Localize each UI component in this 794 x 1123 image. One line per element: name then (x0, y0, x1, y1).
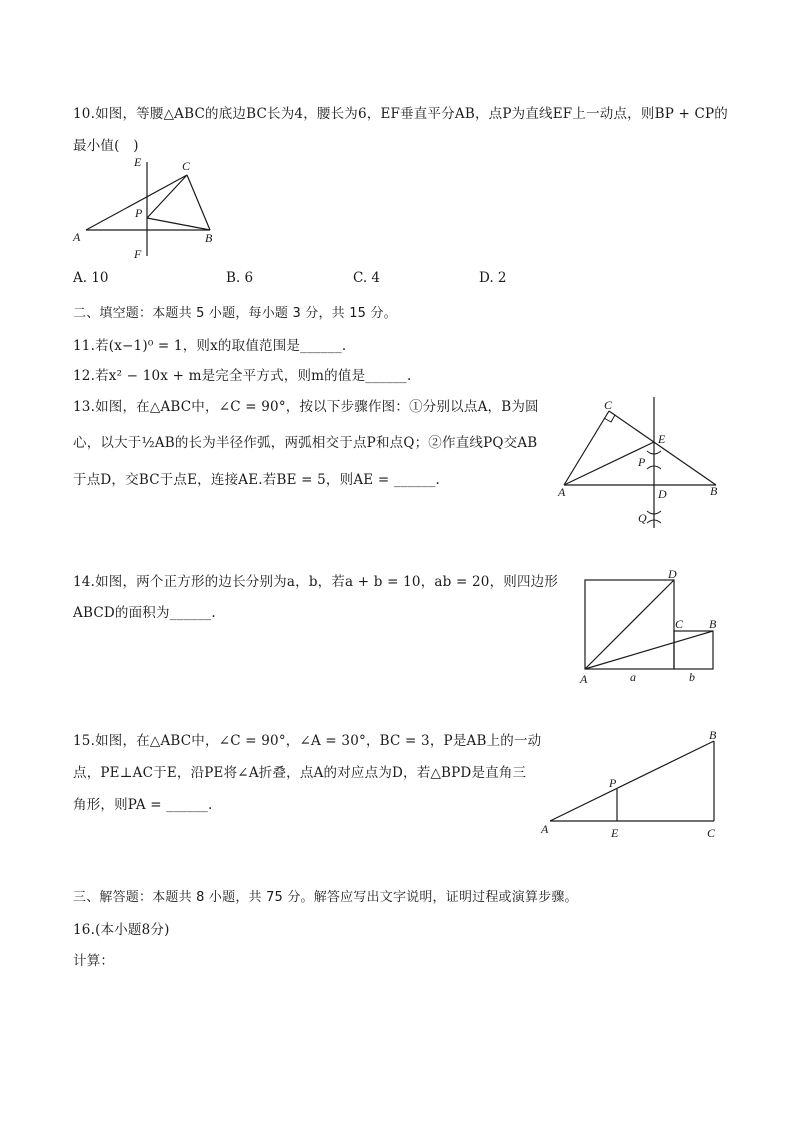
q15-label-B: B (709, 728, 717, 742)
q13-text-line1: 13.如图，在△ABC中，∠C = 90°，按以下步骤作图：①分别以点A，B为圆 (73, 399, 539, 415)
q10-text-line1: 10.如图，等腰△ABC的底边BC长为4，腰长为6，EF垂直平分AB，点P为直线EF上一动点，则BP + CP的 (73, 106, 728, 122)
q14-label-A: A (580, 672, 588, 686)
q15-figure (538, 727, 728, 842)
q10-label-B: B (205, 231, 213, 245)
q10-text-line2: 最小值( ) (73, 138, 139, 154)
q14-figure (575, 567, 725, 689)
q14-text-line1: 14.如图，两个正方形的边长分别为a，b，若a + b = 10，ab = 20，则四边形 (73, 574, 559, 590)
q15-label-C: C (707, 826, 716, 840)
q14-label-B: B (709, 617, 717, 631)
q13-label-P: P (638, 455, 646, 469)
q16-title: 16.(本小题8分) (73, 922, 170, 938)
q14-label-D: D (668, 567, 677, 581)
q10-figure (70, 152, 230, 264)
q14-label-a: a (630, 670, 636, 684)
q10-choice-a[interactable]: A. 10 (73, 270, 109, 286)
q13-label-E: E (658, 432, 666, 446)
section3-heading: 三、解答题：本题共 8 小题，共 75 分。解答应写出文字说明，证明过程或演算步骤。 (73, 890, 578, 905)
q13-label-C: C (604, 398, 613, 412)
q10-label-F: F (134, 247, 142, 261)
section2-heading: 二、填空题：本题共 5 小题，每小题 3 分，共 15 分。 (73, 306, 397, 321)
q13-text-line3: 于点D，交BC于点E，连接AE.若BE = 5，则AE = ______. (73, 472, 441, 488)
q15-text-line1: 15.如图，在△ABC中，∠C = 90°，∠A = 30°，BC = 3，P是AB上的一动 (73, 733, 542, 749)
q14-label-C: C (675, 617, 684, 631)
q10-choice-b[interactable]: B. 6 (226, 270, 254, 286)
q10-label-C: C (182, 159, 191, 173)
q14-label-b: b (689, 670, 695, 684)
q13-text-line2: 心，以大于½AB的长为半径作弧，两弧相交于点P和点Q；②作直线PQ交AB (73, 435, 538, 451)
q10-label-P: P (135, 206, 143, 220)
q13-figure (550, 395, 730, 530)
q10-choice-c[interactable]: C. 4 (353, 270, 381, 286)
q15-label-A: A (541, 822, 549, 836)
q10-label-A: A (73, 230, 81, 244)
q13-label-Q: Q (638, 511, 647, 525)
q15-text-line3: 角形，则PA = ______. (73, 797, 213, 813)
q16-body: 计算： (73, 953, 115, 969)
q10-label-E: E (134, 155, 142, 169)
q12-text: 12.若x² − 10x + m是完全平方式，则m的值是______. (73, 368, 412, 384)
q13-label-A: A (558, 485, 566, 499)
q13-label-B: B (710, 484, 718, 498)
q11-text: 11.若(x−1)⁰ = 1，则x的取值范围是______. (73, 338, 347, 354)
q15-label-P: P (609, 776, 617, 790)
q10-choice-d[interactable]: D. 2 (479, 270, 507, 286)
q13-label-D: D (658, 487, 667, 501)
q15-text-line2: 点，PE⊥AC于E，沿PE将∠A折叠，点A的对应点为D，若△BPD是直角三 (73, 765, 527, 781)
q14-text-line2: ABCD的面积为______. (73, 605, 216, 621)
q15-label-E: E (611, 826, 619, 840)
